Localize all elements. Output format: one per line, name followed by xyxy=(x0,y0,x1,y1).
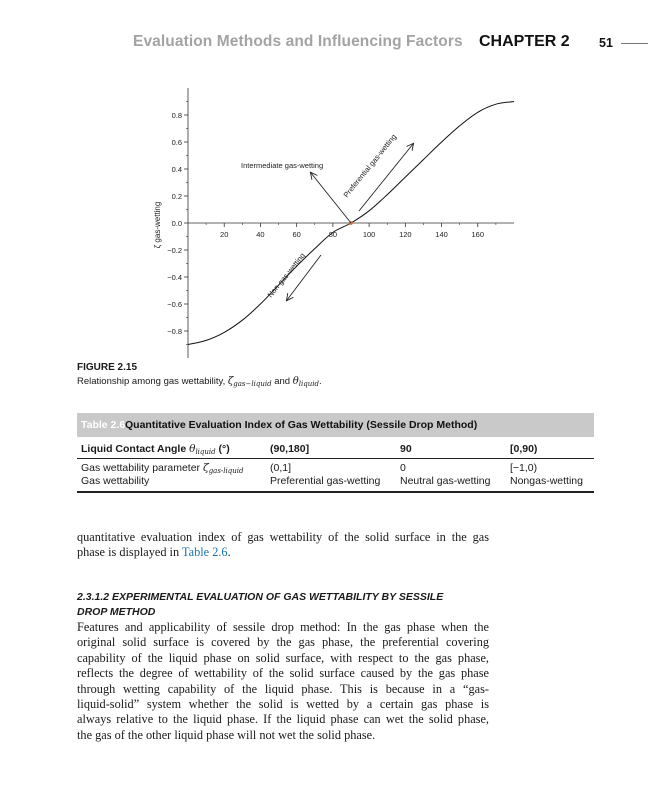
x-tick-label: 60 xyxy=(292,230,301,239)
table-title: Quantitative Evaluation Index of Gas Wettability (Sessile Drop Method) xyxy=(125,419,478,431)
table-bottom-rule xyxy=(77,491,594,493)
header-col1-unit: (°) xyxy=(218,443,230,455)
table-header-col2: (90,180] xyxy=(270,443,310,455)
x-tick-label: 140 xyxy=(435,230,448,239)
y-tick-label: −0.8 xyxy=(167,326,182,336)
table-row-label xyxy=(81,462,244,475)
x-tick-label: 120 xyxy=(399,230,412,239)
figure-chart xyxy=(150,80,530,360)
header-rule xyxy=(621,43,648,44)
running-title: Evaluation Methods and Influencing Factors xyxy=(133,33,463,50)
table-header-col4: [0,90) xyxy=(510,443,538,455)
text-line: liquid-solid” system whether the solid is wetted by a certain gas phase is xyxy=(77,697,489,712)
table-cell: Nongas-wetting xyxy=(510,475,583,487)
chapter-label: CHAPTER 2 xyxy=(479,33,570,50)
caption-suffix: . xyxy=(318,376,322,387)
header-col1-prefix: Liquid Contact Angle xyxy=(81,443,187,455)
table-cell: Preferential gas-wetting xyxy=(270,475,381,487)
table-row-label: Gas wettability xyxy=(81,475,150,487)
text-line: always relative to the liquid phase. If the liquid phase can wet the solid phase, xyxy=(77,712,489,727)
x-tick-label: 80 xyxy=(328,230,338,239)
y-tick-label: 0.2 xyxy=(171,191,182,201)
y-tick-label: 0.4 xyxy=(171,164,182,174)
paragraph-method xyxy=(77,620,489,743)
annotation-non-gas: Non-gas-wetting xyxy=(265,251,307,300)
text-line xyxy=(77,545,489,560)
text-line: quantitative evaluation index of gas wettability of the solid surface in the gas xyxy=(77,530,489,544)
text-line: original solid surface is covered by the gas phase, the preferential covering xyxy=(77,635,489,650)
y-axis-label: ζ gas-wetting xyxy=(153,201,162,249)
y-tick-label: 0.0 xyxy=(171,218,182,228)
caption-and: and xyxy=(274,376,291,387)
table-label: Table 2.6 xyxy=(81,419,126,431)
section-heading xyxy=(77,590,497,619)
section-heading-line1: 2.3.1.2 EXPERIMENTAL EVALUATION OF GAS WETTABILITY BY SESSILE xyxy=(77,591,444,603)
text-line: through wetting capability of the liquid phase. This is because in a “gas- xyxy=(77,681,489,696)
text-line: Features and applicability of sessile drop method: In the gas phase when the xyxy=(77,620,489,634)
y-tick-label: −0.6 xyxy=(167,299,182,309)
annotation-preferential: Preferential gas-wetting xyxy=(341,132,399,200)
x-tick-label: 40 xyxy=(256,230,265,239)
table-cell: [−1,0) xyxy=(510,462,538,474)
table-header-col3: 90 xyxy=(400,443,412,455)
table-reference-link[interactable]: Table 2.6 xyxy=(181,545,228,560)
paragraph-intro xyxy=(77,530,489,561)
y-tick-label: 0.6 xyxy=(171,137,182,147)
y-tick-label: −0.4 xyxy=(167,272,182,282)
para1-line2-text: phase is displayed in xyxy=(77,545,180,560)
row1-zeta: ζ xyxy=(202,462,209,474)
table-cell: (0,1] xyxy=(270,462,292,474)
annotation-intermediate: Intermediate gas-wetting xyxy=(241,161,324,170)
caption-zeta: ζ xyxy=(227,376,234,387)
caption-theta: θ xyxy=(292,376,299,387)
intermediate-arrow xyxy=(311,173,351,223)
caption-prefix: Relationship among gas wettability, xyxy=(77,376,226,387)
y-tick-label: −0.2 xyxy=(167,245,182,255)
text-line: the gas of the other liquid phase will not wet the solid phase. xyxy=(77,727,376,742)
table-header-rule xyxy=(77,458,594,459)
y-tick-label: 0.8 xyxy=(171,110,182,120)
caption-theta-sub: liquid xyxy=(298,380,319,388)
caption-zeta-sub: gas−liquid xyxy=(233,380,272,388)
row1-zeta-sub: gas-liquid xyxy=(208,467,244,475)
text-line: capability of the liquid phase on solid surface, with respect to the gas phase, xyxy=(77,650,489,665)
section-heading-line2: DROP METHOD xyxy=(77,605,156,618)
figure-label: FIGURE 2.15 xyxy=(77,362,138,373)
table-cell: 0 xyxy=(400,462,406,474)
table-header-contact-angle xyxy=(81,443,230,456)
para1-line2-end: . xyxy=(227,545,231,560)
figure-caption xyxy=(77,376,322,388)
text-line: reflects the degree of wettability of the solid surface caused by the gas phase xyxy=(77,666,489,681)
table-cell: Neutral gas-wetting xyxy=(400,475,491,487)
x-tick-label: 160 xyxy=(471,230,485,239)
header-col1-theta: θ xyxy=(189,443,196,455)
x-tick-label: 100 xyxy=(362,230,376,239)
row1-label-prefix: Gas wettability parameter xyxy=(81,462,201,474)
x-tick-label: 20 xyxy=(220,230,229,239)
header-col1-sub: liquid xyxy=(195,448,216,456)
page-number: 51 xyxy=(599,36,613,50)
